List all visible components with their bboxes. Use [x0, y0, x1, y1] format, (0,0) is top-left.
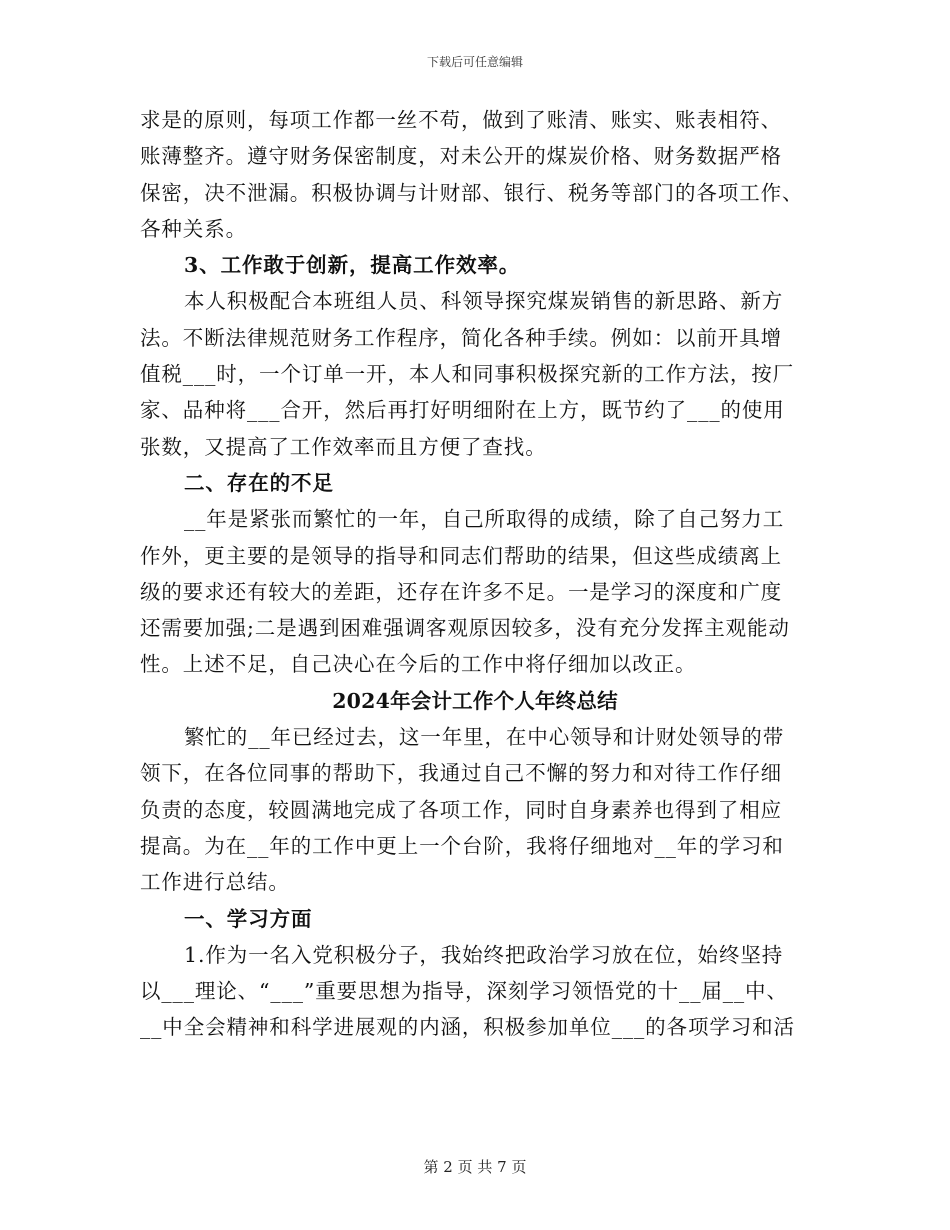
paragraph-line: 作外，更主要的是领导的指导和同志们帮助的结果，但这些成绩离上	[140, 543, 782, 568]
paragraph-line: 家、品种将___合开，然后再打好明细附在上方，既节约了___的使用	[140, 398, 785, 423]
paragraph-line: __年是紧张而繁忙的一年，自己所取得的成绩，除了自己努力工	[184, 507, 785, 532]
paragraph-line: 负责的态度，较圆满地完成了各项工作，同时自身素养也得到了相应	[140, 797, 782, 822]
paragraph-line: 保密，决不泄漏。积极协调与计财部、银行、税务等部门的各项工作、	[140, 180, 804, 205]
paragraph-line: 还需要加强;二是遇到困难强调客观原因较多，没有充分发挥主观能动	[140, 616, 790, 641]
paragraph-line: 账薄整齐。遵守财务保密制度，对未公开的煤炭价格、财务数据严格	[140, 144, 782, 169]
section-heading: 二、存在的不足	[184, 470, 334, 495]
paragraph-line: 本人积极配合本班组人员、科领导探究煤炭销售的新思路、新方	[184, 289, 784, 314]
paragraph-line: 领下，在各位同事的帮助下，我通过自己不懈的努力和对待工作仔细	[140, 761, 782, 786]
section-heading: 3、工作敢于创新，提高工作效率。	[184, 253, 521, 278]
paragraph-line: 级的要求还有较大的差距，还存在许多不足。一是学习的深度和广度	[140, 579, 782, 604]
page-footer: 第 2 页 共 7 页	[423, 1158, 527, 1176]
paragraph-line: 提高。为在__年的工作中更上一个台阶，我将仔细地对__年的学习和	[140, 833, 784, 858]
paragraph-line: 各种关系。	[140, 216, 247, 241]
paragraph-line: 求是的原则，每项工作都一丝不苟，做到了账清、账实、账表相符、	[140, 108, 782, 132]
paragraph-line: 张数，又提高了工作效率而且方便了查找。	[140, 434, 547, 459]
paragraph-line: 繁忙的__年已经过去，这一年里，在中心领导和计财处领导的带	[184, 725, 785, 750]
paragraph-line: 以___理论、“___”重要思想为指导，深刻学习领悟党的十__届__中、	[140, 979, 788, 1004]
page-header: 下载后可任意编辑	[426, 55, 523, 69]
document-title: 2024年会计工作个人年终总结	[332, 688, 618, 713]
paragraph-line: __中全会精神和科学进展观的内涵，积极参加单位___的各项学习和活	[140, 1015, 795, 1040]
paragraph-line: 工作进行总结。	[140, 870, 290, 895]
paragraph-line: 法。不断法律规范财务工作程序，简化各种手续。例如：以前开具增	[140, 325, 782, 350]
document-body	[140, 102, 810, 1046]
section-heading: 一、学习方面	[184, 906, 313, 931]
paragraph-line: 1.作为一名入党积极分子，我始终把政治学习放在位，始终坚持	[184, 942, 784, 967]
paragraph-line: 性。上述不足，自己决心在今后的工作中将仔细加以改正。	[140, 652, 697, 677]
paragraph-line: 值税___时，一个订单一开，本人和同事积极探究新的工作方法，按厂	[140, 362, 795, 387]
